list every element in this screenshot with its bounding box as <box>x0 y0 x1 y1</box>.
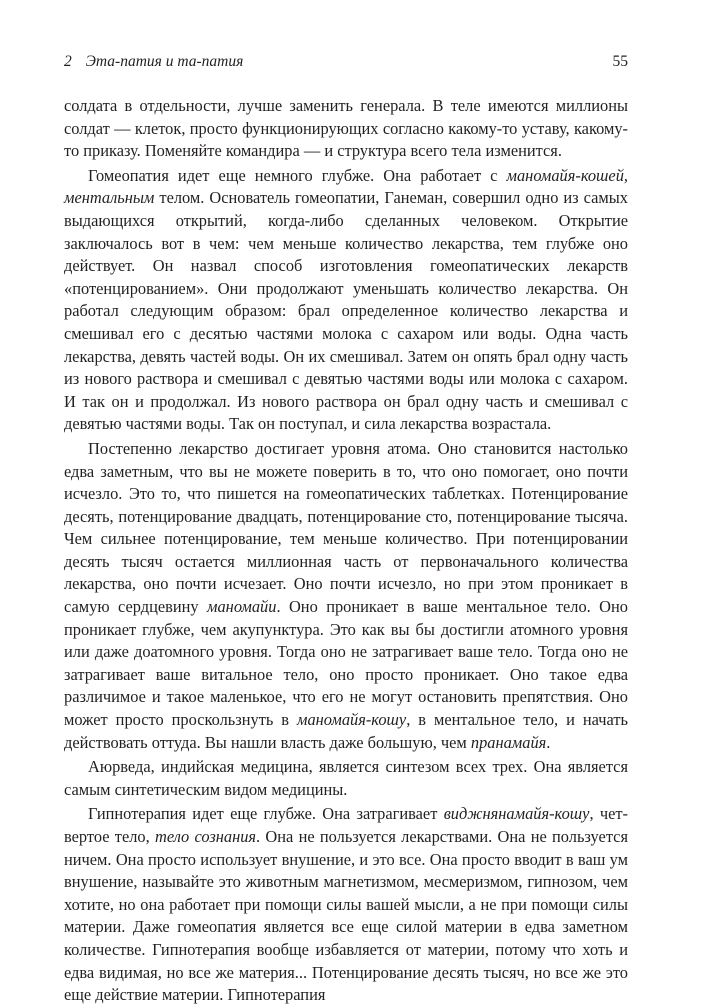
text-run: , в ментальное тело, и начать действовать оттуда. Вы нашли власть даже большую, чем <box>64 710 628 752</box>
italic-term: тело сознания <box>154 827 257 846</box>
italic-term: пранамайя <box>470 732 547 752</box>
text-run: . Она не пользуется лекарствами. Она не пользуется ничем. Она просто использует внушение, и это все. Она просто вводит в ваш ум внушение, называйте это животным магнетизмом, месмеризмом, гипнозом, чем хотите, но она работает при помощи силы вашей мысли, а не при помощи силы материи. Даже гомеопатия является все еще силой материи в едва заметном количестве. Гипнотерапия вообще избавляется от материи, потому что хоть и едва видимая, но все же материя... Потенцирование десять тысяч, но все же это еще действие материи. Гипнотерапия <box>64 827 628 1005</box>
paragraph <box>64 165 628 436</box>
paragraph <box>64 756 628 801</box>
text-run: . Оно проникает в ваше ментальное тело. Оно проникает глубже, чем акупунктура. Это как вы бы достигли атомного уровня или даже доатомного уровня. Тогда оно не затрагивает ваше тело. Тогда оно не затрагивает ваше витальное тело, оно просто проникает. Оно такое едва различимое и такое маленькое, что его не могут остановить препятствия. Оно может просто проскользнуть в <box>64 597 628 730</box>
text-run: . <box>546 732 551 752</box>
text-run: Гомеопатия идет еще немного глубже. Она работает с <box>88 165 507 185</box>
text-run: Гипнотерапия идет еще глубже. Она затрагивает <box>88 804 444 824</box>
chapter-heading <box>64 51 243 73</box>
running-head <box>64 51 628 73</box>
text-run: Постепенно лекарство достигает уровня атома. Оно становится настолько едва заметным, что вы не можете поверить в то, что оно помогает, оно почти исчезло. Это то, что пишется на гомеопатических таблетках. Потенцирование десять, потенцирование двадцать, потенцирование сто, потенцирование тысяча. Чем сильнее потенцирование, тем меньше количество. При потенцировании десять тысяч остается миллионная часть от первоначального количества лекарства, оно почти исчезает. Оно почти исчезло, но при этом проникает в самую сердцевину <box>64 438 628 617</box>
chapter-title: Эта-патия и та-патия <box>85 53 244 70</box>
italic-term: виджнянамайя-кошу <box>443 804 590 824</box>
text-run: телом. Основатель гомеопатии, Ганеман, совершил одно из самых выдающихся открытий, когда-либо сделанных человеком. Открытие заключалось вот в чем: чем меньше количество лекарства, тем глубже оно действует. Он назвал способ изготовления гомеопатических лекарств «потенцированием». Они продолжают уменьшать количество лекарства. Он работал следующим образом: брал определенное количество лекарства и смешивал его с десятью частями молока с сахаром или воды. Одна часть лекарства, девять частей воды. Он их смешивал. Затем он опять брал одну часть из нового раствора и смешивал с девятью частями воды или молока с сахаром. И так он и продолжал. Из нового раствора он брал одну часть и смешивал с девятью частями воды. Так он поступал, и сила лекарства возрастала. <box>64 188 628 434</box>
chapter-number: 2 <box>64 53 72 70</box>
paragraph <box>64 438 628 754</box>
text-run: солдата в отдельности, лучше заменить генерала. В теле имеются миллионы солдат — клеток, просто функционирующих согласно какому-то уставу, какому-то приказу. Поменяйте командира — и структура всего тела изменится. <box>64 96 628 161</box>
italic-term: маномайя-кошу <box>297 710 407 730</box>
italic-term: маномайи <box>207 597 277 617</box>
text-run: Аюрведа, индийская медицина, является синтезом всех трех. Она является самым синтетическим видом медицины. <box>64 757 628 799</box>
italic-term: маномайя-кошей, ментальным <box>64 165 628 208</box>
body-text <box>64 95 628 1007</box>
page-number: 55 <box>612 53 628 70</box>
text-run: , четвертое тело, <box>64 804 628 846</box>
paragraph <box>64 803 628 1006</box>
paragraph <box>64 95 628 163</box>
